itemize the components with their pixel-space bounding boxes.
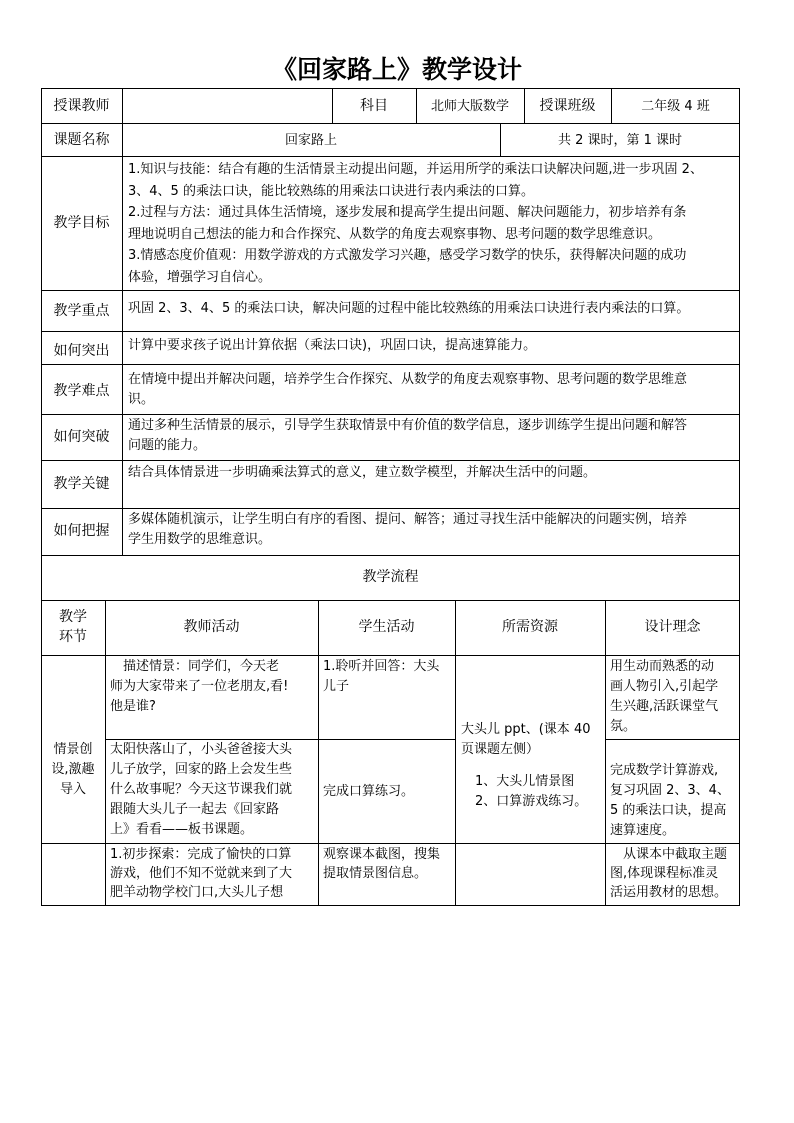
resource-line: 页课题左侧） [461,742,540,757]
r1-teacher-activity [110,657,316,717]
r1-concept-line: 氛。 [610,719,637,734]
key-how-line: 计算中要求孩子说出计算依据（乘法口诀)，巩固口诀，提高速算能力。 [128,338,537,353]
col-divider [318,600,319,906]
r1-teacher-line: 描述情景：同学们，今天老 [110,659,280,674]
r1-concept-line: 生兴趣,活跃课堂气 [610,699,719,714]
key-how-text [128,336,738,355]
col-divider [122,88,123,555]
r3-student-line: 提取情景图信息。 [323,866,428,881]
r2-design-concept [610,761,740,841]
r1-concept-line: 画人物引入,引起学 [610,679,719,694]
r3-teacher-line: 1.初步探索：完成了愉快的口算 [110,847,292,862]
r2-teacher-line: 儿子放学，回家的路上会发生些 [110,762,293,777]
r3-design-concept [610,845,740,902]
diff-how-line: 通过多种生活情景的展示，引导学生获取情景中有价值的数学信息，逐步训练学生提出问题和解答 [128,418,688,433]
class-value: 二年级 4 班 [641,99,710,114]
r2-teacher-activity [110,740,316,840]
diff-how-text [128,416,738,456]
r2-concept-line: 5 的乘法口诀，提高 [610,803,727,818]
row-divider [41,123,740,124]
goals-line: 体验，增强学习自信心。 [128,269,272,285]
r3-student-line: 观察课本截图，搜集 [323,847,441,862]
class-label: 授课班级 [539,98,596,114]
diff-line: 识。 [128,392,155,407]
resource-line: 大头儿 ppt、(课本 40 [461,722,591,737]
col-header-teacher: 教师活动 [183,619,240,635]
diff-how-line: 问题的能力。 [128,438,207,453]
goals-line: 2.过程与方法：通过具体生活情境，逐步发展和提高学生提出问题、解决问题能力，初步培养有条 [128,205,687,220]
resource-line: 1、大头儿情景图 [475,774,575,789]
r3-teacher-line: 游戏，他们不知不觉就来到了大 [110,866,293,881]
goals-line: 理地说明自己想法的能力和合作探究、从数学的角度去观察事物、思考问题的数学思维意识。 [128,226,662,242]
r2-teacher-line: 上》看看——板书课题。 [110,822,254,837]
r2-concept-line: 复习巩固 2、3、4、 [610,783,730,798]
col-header-concept: 设计理念 [644,619,701,635]
r2-student-line: 完成口算练习。 [323,784,415,799]
resource-line [461,760,605,772]
topic-value: 回家路上 [284,133,337,148]
crux-line: 结合具体情景进一步明确乘法算式的意义，建立数学模型，并解决生活中的问题。 [128,465,597,480]
row-divider [605,739,740,740]
r1-teacher-line: 他是谁? [110,699,156,714]
r1-teacher-line: 师为大家带来了一位老朋友,看! [110,679,289,694]
goals-text [128,159,738,288]
diff-label: 教学难点 [53,383,110,399]
goals-line: 1.知识与技能：结合有趣的生活情景主动提出问题，并运用所学的乘法口诀解决问题,进一步巩固 2、 [128,162,703,177]
resources [461,720,605,812]
crux-text [128,463,738,482]
r3-concept-line: 图,体现课程标准灵 [610,866,719,881]
row-divider [41,364,740,365]
goals-label: 教学目标 [53,215,110,231]
r1-design-concept [610,657,740,737]
col-divider [105,600,106,906]
row-divider [41,460,740,461]
r1-student-line: 1.聆听并回答：大头 [323,659,440,674]
r3-concept-line: 从课本中截取主题 [610,847,728,862]
crux-how-text [128,510,738,550]
topic-label: 课题名称 [53,132,110,148]
hours-value: 共 2 课时，第 1 课时 [557,133,683,148]
row-divider [41,331,740,332]
key-label: 教学重点 [53,303,110,319]
subject-label: 科目 [360,98,388,114]
key-text [128,299,738,318]
r3-student-activity [323,845,454,883]
diff-line: 在情境中提出并解决问题，培养学生合作探究、从数学的角度去观察事物、思考问题的数学思维意 [128,372,688,387]
row-divider [41,600,740,601]
r3-teacher-activity [110,845,316,902]
stage-1-label [41,740,105,800]
r3-concept-line: 活运用教材的思想。 [610,885,728,900]
stage-1-line: 设,激趣 [51,762,95,777]
page-title: 《回家路上》教学设计 [271,55,522,84]
key-how-label: 如何突出 [53,343,110,359]
stage-1-line: 导入 [59,782,86,797]
r2-teacher-line: 太阳快落山了，小头爸爸接大头 [110,742,293,757]
col-header-stage-line: 环节 [59,629,87,645]
diff-text [128,370,738,410]
stage-1-line: 情景创 [53,742,93,757]
resource-line: 2、口算游戏练习。 [475,794,588,809]
r1-student-activity [323,657,454,697]
r3-teacher-line: 肥羊动物学校门口,大头儿子想 [110,885,284,900]
crux-label: 教学关键 [53,476,110,492]
col-header-stage [41,607,105,647]
crux-how-line: 学生用数学的思维意识。 [128,532,272,547]
goals-line: 3、4、5 的乘法口诀，能比较熟练的用乘法口诀进行表内乘法的口算。 [128,183,534,199]
col-header-resources: 所需资源 [502,619,558,635]
row-divider [41,843,740,844]
col-header-student: 学生活动 [358,619,415,635]
subject-value: 北师大版数学 [430,99,509,114]
col-divider [605,600,606,906]
goals-line: 3.情感态度价值观：用数学游戏的方式激发学习兴趣，感受学习数学的快乐，获得解决问题的成功 [128,248,687,263]
diff-how-label: 如何突破 [53,429,110,445]
r2-concept-line: 速算速度。 [610,823,676,838]
crux-how-line: 多媒体随机演示，让学生明白有序的看图、提问、解答；通过寻找生活中能解决的问题实例，培养 [128,512,688,527]
crux-how-label: 如何把握 [53,523,110,539]
col-header-stage-line: 教学 [59,609,87,625]
r2-teacher-line: 跟随大头儿子一起去《回家路 [110,802,280,817]
row-divider [41,508,740,509]
r2-concept-line: 完成数学计算游戏, [610,763,719,778]
flow-title: 教学流程 [362,569,419,585]
row-divider [41,555,740,556]
teacher-label: 授课教师 [53,98,110,114]
r2-teacher-line: 什么故事呢？今天这节课我们就 [110,782,293,797]
row-divider [41,414,740,415]
row-divider [41,655,740,656]
r1-student-line: 儿子 [323,679,350,694]
row-divider [41,290,740,291]
key-line: 巩固 2、3、4、5 的乘法口诀，解决问题的过程中能比较熟练的用乘法口诀进行表内乘法的口算。 [128,301,690,316]
row-divider [41,156,740,157]
r1-concept-line: 用生动而熟悉的动 [610,659,715,674]
col-divider [455,600,456,906]
r2-student-activity [323,782,454,802]
